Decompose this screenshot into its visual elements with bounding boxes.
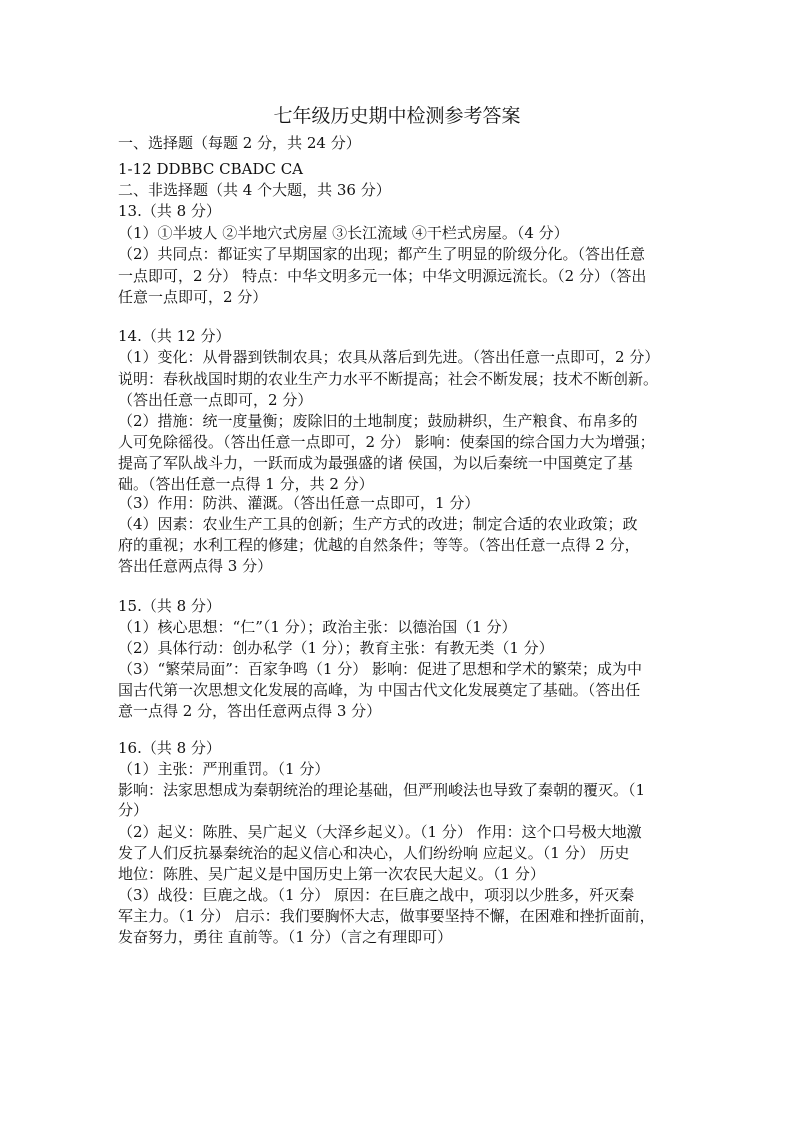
answer-line: 意一点得 2 分，答出任意两点得 3 分）	[118, 702, 382, 720]
answer-line: 地位：陈胜、吴广起义是中国历史上第一次农民大起义。（1 分）	[118, 865, 545, 883]
answer-line: （1）①半坡人 ②半地穴式房屋 ③长江流域 ④干栏式房屋。（4 分）	[118, 224, 569, 242]
answer-line: 一点即可，2 分） 特点：中华文明多元一体；中华文明源远流长。（2 分）（答出	[118, 267, 647, 285]
answer-line: 说明：春秋战国时期的农业生产力水平不断提高；社会不断发展；技术不断创新。	[118, 370, 659, 388]
answer-line: （3）“繁荣局面”：百家争鸣（1 分） 影响：促进了思想和学术的繁荣；成为中	[118, 660, 642, 678]
answer-line: 军主力。（1 分） 启示：我们要胸怀大志，做事要坚持不懈，在困难和挫折面前，	[118, 907, 655, 925]
answer-line: 提高了军队战斗力，一跃而成为最强盛的诸 侯国，为以后秦统一中国奠定了基	[118, 454, 633, 472]
page-title: 七年级历史期中检测参考答案	[273, 105, 521, 127]
choice-answers: 1-12 DDBBC CBADC CA	[118, 160, 304, 178]
question-13-heading: 13.（共 8 分）	[118, 202, 221, 220]
answer-line: 任意一点即可，2 分）	[118, 288, 268, 306]
answer-line: 分）	[118, 801, 149, 819]
answer-line: （1）主张：严刑重罚。（1 分）	[118, 760, 330, 778]
answer-line: （1）核心思想：“仁”（1 分）；政治主张：以德治国（1 分）	[118, 618, 517, 636]
answer-line: （2）措施：统一度量衡；废除旧的土地制度；鼓励耕织，生产粮食、布帛多的	[118, 412, 638, 430]
answer-line: （3）战役：巨鹿之战。（1 分） 原因：在巨鹿之战中，项羽以少胜多，歼灭秦	[118, 886, 635, 904]
question-15-heading: 15.（共 8 分）	[118, 597, 221, 615]
section-heading-choice: 一、选择题（每题 2 分，共 24 分）	[118, 134, 361, 152]
answer-line: 发了人们反抗暴秦统治的起义信心和决心，人们纷纷响 应起义。（1 分） 历史	[118, 844, 630, 862]
answer-line: 府的重视；水利工程的修建；优越的自然条件；等等。（答出任意一点得 2 分，	[118, 536, 640, 554]
answer-line: （2）起义：陈胜、吴广起义（大泽乡起义）。（1 分） 作用：这个口号极大地激	[118, 823, 642, 841]
answer-line: （4）因素：农业生产工具的创新；生产方式的改进；制定合适的农业政策；政	[118, 515, 638, 533]
answer-line: （2）具体行动：创办私学（1 分）；教育主张：有教无类（1 分）	[118, 639, 554, 657]
answer-line: 影响：法家思想成为秦朝统治的理论基础，但严刑峻法也导致了秦朝的覆灭。（1	[118, 781, 646, 799]
answer-line: 人可免除徭役。（答出任意一点即可，2 分） 影响：使秦国的综合国力大为增强；	[118, 433, 655, 451]
section-heading-nonchoice: 二、非选择题（共 4 个大题，共 36 分）	[118, 181, 391, 199]
answer-line: （答出任意一点即可，2 分）	[118, 391, 313, 409]
answer-line: （2）共同点：都证实了早期国家的出现；都产生了明显的阶级分化。（答出任意	[118, 245, 646, 263]
question-14-heading: 14.（共 12 分）	[118, 327, 231, 345]
answer-line: （3）作用：防洪、灌溉。（答出任意一点即可，1 分）	[118, 494, 480, 512]
answer-line: （1）变化：从骨器到铁制农具；农具从落后到先进。（答出任意一点即可，2 分）	[118, 348, 660, 366]
answer-line: 础。（答出任意一点得 1 分，共 2 分）	[118, 475, 374, 493]
answer-line: 发奋努力，勇往 直前等。（1 分）（言之有理即可）	[118, 928, 453, 946]
answer-line: 国古代第一次思想文化发展的高峰，为 中国古代文化发展奠定了基础。（答出任	[118, 681, 641, 699]
answer-line: 答出任意两点得 3 分）	[118, 557, 273, 575]
question-16-heading: 16.（共 8 分）	[118, 739, 221, 757]
